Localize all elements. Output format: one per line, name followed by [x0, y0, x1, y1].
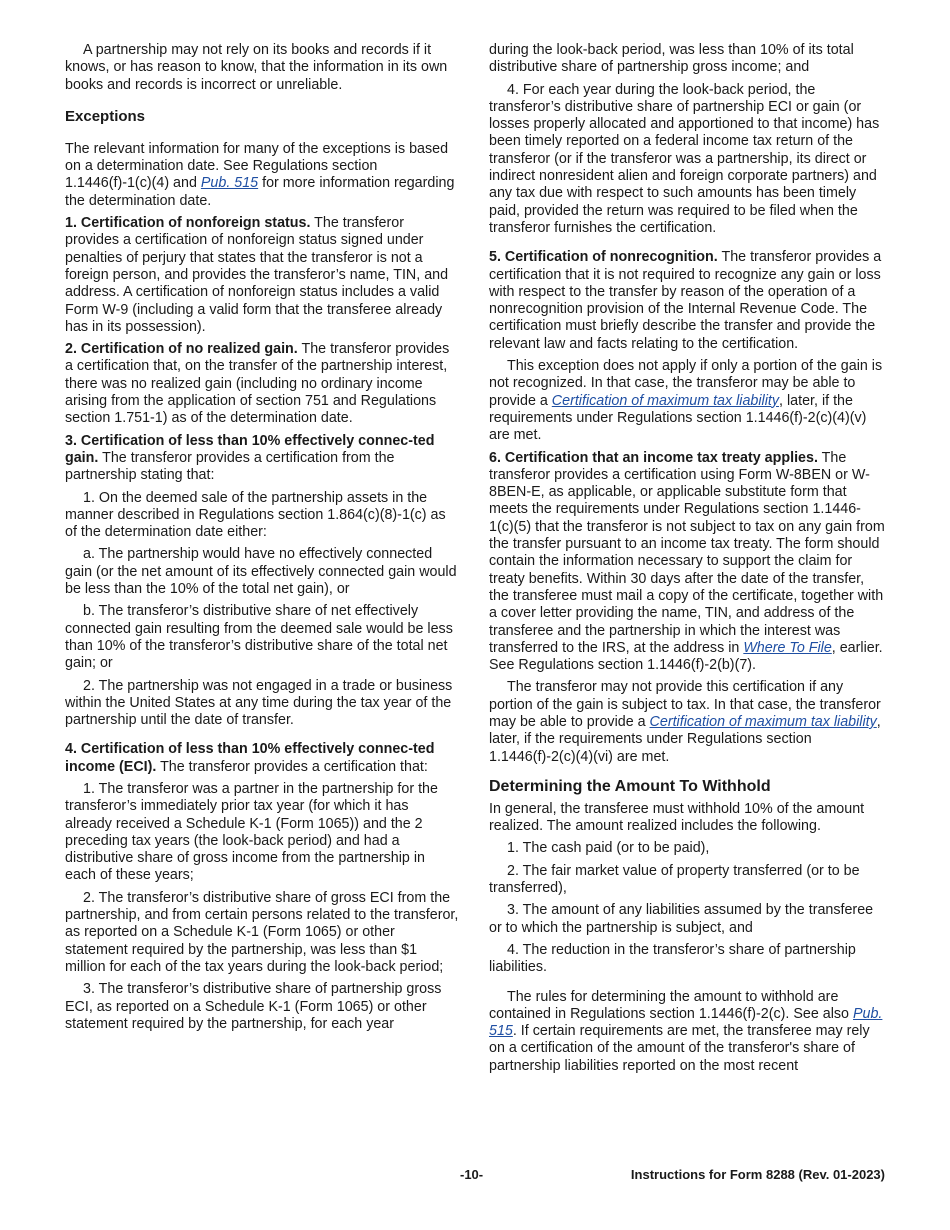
max-tax-liability-link-2[interactable]: Certification of maximum tax liability: [649, 713, 877, 730]
cert4-item3: 3. The transferor’s distributive share of partnership gross ECI, as reported on a Schedule K-1 (Form 1065) or other statement required by the partnership, for each year: [65, 981, 442, 1032]
cert4-paragraph: [65, 741, 459, 776]
cert2-body: The transferor provides a certification that, on the transfer of the partnership interest, there was no realized gain (including no ordinary income arising from the application of section 751 and Regulations section 1.751-1) as of the determination date.: [65, 341, 450, 427]
cert1-body: The transferor provides a certification of nonforeign status signed under penalties of perjury that states that the transferor is not a foreign person, and provides the transferor’s name, TIN, and address. A certification of nonforeign status includes a valid Form W-9 (including a valid form that the transferee already has in its possession).: [65, 215, 449, 335]
det-date-text: The relevant information for many of the exceptions is based on a determination date. See Regulations section 1.1446(f)-1(c)(4) and: [65, 140, 449, 192]
cert4-item4: 4. For each year during the look-back period, the transferor’s distributive share of partnership ECI or gain (or losses properly allocated and apportioned to that income) has been timely reported on a federal income tax return of the transferor (or if the transferor was a partnership, its direct or indirect nonresident alien and foreign corporate partners) and any tax due with respect to such amounts has been timely paid, provided the return was required to be filed when the transferor furnishes the certification.: [489, 81, 880, 236]
page-number: -10-: [460, 1167, 484, 1182]
max-tax-liability-link[interactable]: Certification of maximum tax liability: [551, 392, 780, 409]
page-footer: [65, 1167, 885, 1187]
cert6-body: The transferor provides a certification using Form W-8BEN or W-8BEN-E, as applicable, or applicable substitute form that meets the requirements under Regulations section 1.1446-1(c)(5) that the transferor is not subject to tax on any gain from the transfer pursuant to an income tax treaty. The form should contain the information necessary to support the claim for treaty benefits. Within 30 days after the date of the transfer, the transferee must mail a copy of the certificate, together with a cover letter providing the name, TIN, and address of the transferee and the partnership in which the interest was transferred to the IRS, at the address in: [489, 449, 885, 656]
cert6-paragraph: [489, 450, 885, 675]
cert4-item1: 1. The transferor was a partner in the partnership for the transferor’s immediately prior tax year (for which it has already received a Schedule K-1 (Form 1065)) and the 2 preceding tax years (the look-back period) and had a distributive share of gross income from the partnership in each of these years;: [65, 780, 438, 884]
cert4-item2: 2. The transferor’s distributive share of gross ECI from the partnership, and from certain persons related to the transferor, as reported on a Schedule K-1 (Form 1065) or other statement required by the partnership, was less than $1 million for each of the tax years during the look-back period;: [65, 889, 459, 975]
cert6-note-text-after: , later, if the requirements under Regulations section 1.1446(f)-2(c)(4)(vi) are met.: [489, 713, 881, 765]
cert4-body: The transferor provides a certification that:: [156, 758, 428, 775]
cert2-title: 2. Certification of no realized gain.: [65, 341, 298, 358]
determination-date-paragraph: [65, 141, 459, 210]
cert3-item1: 1. On the deemed sale of the partnership assets in the manner described in Regulations section 1.864(c)(8)-1(c) as of the determination date either:: [65, 489, 446, 541]
cert6-title: 6. Certification that an income tax treaty applies.: [489, 449, 818, 466]
pub-515-link-2[interactable]: Pub. 515: [489, 1005, 883, 1040]
det-date-text-after: for more information regarding the determination date.: [65, 175, 455, 209]
cert3-item-b: b. The transferor’s distributive share of net effectively connected gain resulting from the deemed sale would be less than 10% of the transferor’s distributive share of the total net gain; or: [65, 603, 453, 672]
cert1-paragraph: [65, 215, 459, 336]
cert5-note-text-after: , later, if the requirements under Regulations section 1.1446(f)-2(c)(4)(v) are met.: [489, 392, 867, 444]
cert3-body: The transferor provides a certification from the partnership stating that:: [65, 449, 395, 484]
intro-paragraph: A partnership may not rely on its books and records if it knows, or has reason to know, that the information in its own books and records is incorrect or unreliable.: [65, 42, 448, 93]
cert5-title: 5. Certification of nonrecognition.: [489, 249, 718, 266]
withhold-rules: [489, 989, 885, 1075]
cert5-body: The transferor provides a certification that it is not required to recognize any gain or loss with respect to the transfer by reason of the operation of a nonrecognition provision of the Internal Revenue Code. The certification must briefly describe the transfer and provide the relevant law and facts relating to the certification.: [489, 249, 882, 352]
cert3-title: 3. Certification of less than 10% effectively connec-ted gain.: [65, 432, 435, 466]
withhold-rules-text: The rules for determining the amount to withhold are contained in Regulations section 1.1446(f)-2(c). See also: [489, 988, 853, 1022]
cert5-note-text: This exception does not apply if only a portion of the gain is not recognized. In that case, the transferor may be able to provide a: [489, 358, 883, 409]
left-column: [65, 42, 459, 1038]
cert6-note-text: The transferor may not provide this certification if any portion of the gain is subject to tax. In that case, the transferor may be able to provide a: [489, 679, 881, 730]
cert5-note: [489, 358, 885, 444]
cert6-body-after: , earlier. See Regulations section 1.1446(f)-2(b)(7).: [489, 639, 883, 674]
withhold-item2: 2. The fair market value of property transferred (or to be transferred),: [489, 862, 860, 897]
withhold-intro: In general, the transferee must withhold 10% of the amount realized. The amount realized includes the following.: [489, 800, 865, 835]
withhold-item3: 3. The amount of any liabilities assumed by the transferee or to which the partnership is subject, and: [489, 902, 874, 936]
form-title: Instructions for Form 8288 (Rev. 01-2023): [630, 1167, 885, 1182]
cert2-paragraph: [65, 341, 459, 427]
withhold-heading: Determining the Amount To Withhold: [489, 777, 771, 795]
where-to-file-link[interactable]: Where To File: [743, 639, 832, 656]
right-column: [489, 42, 885, 1080]
cert5-paragraph: [489, 249, 885, 353]
exceptions-heading: Exceptions: [65, 107, 146, 125]
withhold-item4: 4. The reduction in the transferor’s share of partnership liabilities.: [489, 941, 856, 976]
withhold-item1: 1. The cash paid (or to be paid),: [507, 840, 710, 857]
pub-515-link[interactable]: Pub. 515: [200, 175, 259, 192]
cert3-item-a: a. The partnership would have no effectively connected gain (or the net amount of its effectively connected gain would be less than the 10% of the total net gain), or: [65, 546, 457, 598]
withhold-rules-text-after: . If certain requirements are met, the transferee may rely on a certification of the amount of the transferor's share of partnership liabilities reported on the most recent: [489, 1023, 870, 1074]
cert1-title: 1. Certification of nonforeign status.: [65, 215, 311, 232]
cert3-item2: 2. The partnership was not engaged in a trade or business within the United States at any time during the tax year of the partnership until the date of transfer.: [65, 677, 453, 729]
cert4-title: 4. Certification of less than 10% effectively connec-ted income (ECI).: [65, 741, 435, 775]
cert3-paragraph: [65, 433, 459, 485]
cert6-note: [489, 679, 885, 765]
look-back-continued: during the look-back period, was less than 10% of its total distributive share of partnership gross income; and: [489, 42, 854, 76]
